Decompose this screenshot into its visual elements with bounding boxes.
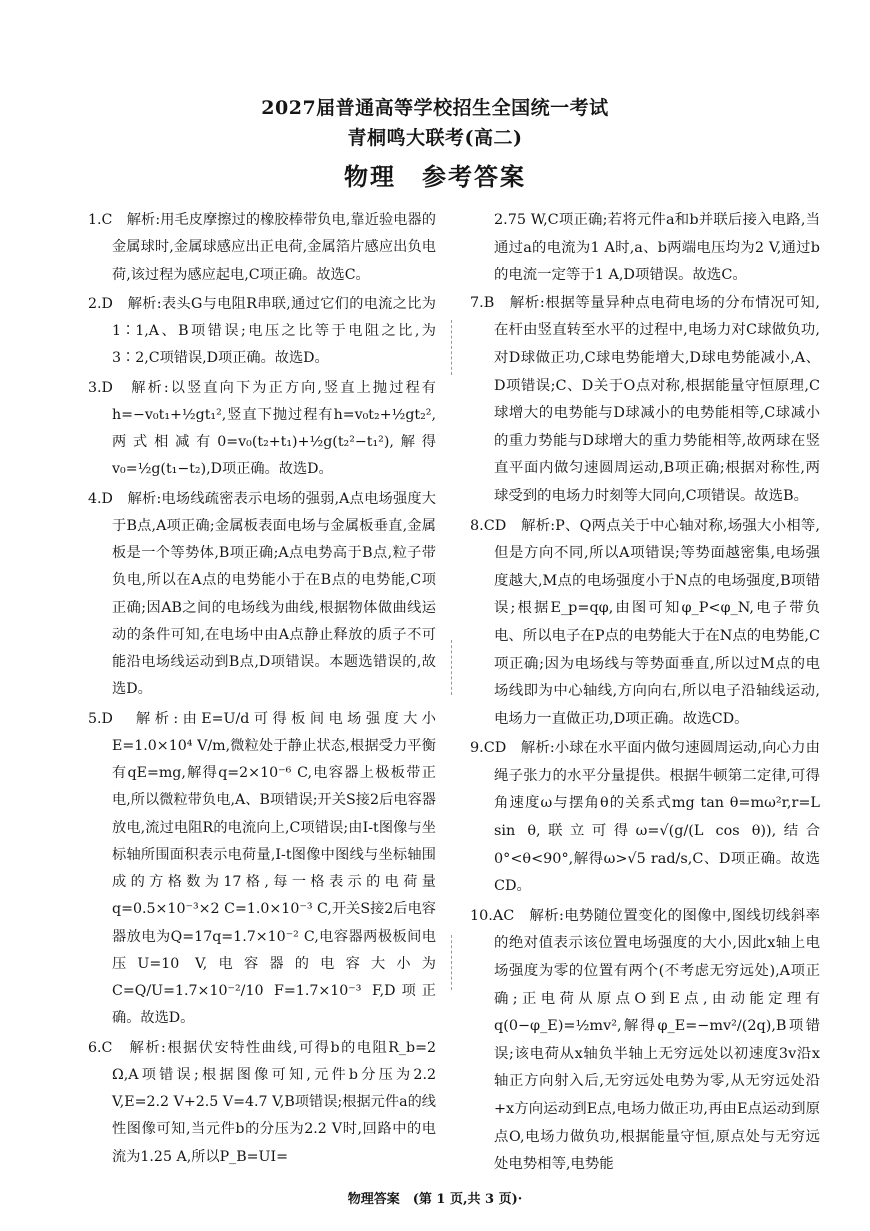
- column-separator: [451, 320, 452, 375]
- answer-2: 2.D 解析:表头G与电阻R串联,通过它们的电流之比为1∶1,A、B项错误;电压之比等于电阻之比,为3∶2,C项错误,D项正确。故选D。: [88, 295, 436, 367]
- answer-5: 5.D 解析:由E=U/d可得板间电场强度大小E=1.0×10⁴ V/m,微粒处于静止状态,根据受力平衡有qE=mg,解得q=2×10⁻⁶ C,电容器上极板带正电,所以微粒带负电,A、B项错误;开关S接2后电容器放电,流过电阻R的电流向上,C项错误;由I-t图像与坐标轴所围面积表示电荷量,I-t图像中图线与坐标轴围成的方格数为17格,每一格表示的电荷量q=0.5×10⁻³×2 C=1.0×10⁻³ C,开关S接2后电容器放电为Q=17q=1.7×10⁻² C,电容器两极板间电压U=10 V,电容器的电容大小为C=Q/U=1.7×10⁻²/10 F=1.7×10⁻³ F,D项正确。故选D。: [88, 710, 436, 1027]
- answer-8: 8.CD 解析:P、Q两点关于中心轴对称,场强大小相等,但是方向不同,所以A项错误;等势面越密集,电场强度越大,M点的电场强度小于N点的电场强度,B项错误;根据E_p=qφ,由图可知φ_P<φ_N,电子带负电、所以电子在P点的电势能大于在N点的电势能,C项正确;因为电场线与等势面垂直,所以过M点的电场线即为中心轴线,方向向右,所以电子沿轴线运动,电场力一直做正功,D项正确。故选CD。: [470, 517, 820, 727]
- document-heading: 物理 参考答案: [344, 162, 526, 191]
- answer-9: 9.CD 解析:小球在水平面内做匀速圆周运动,向心力由绳子张力的水平分量提供。根据牛顿第二定律,可得角速度ω与摆角θ的关系式mg tan θ=mω²r,r=L sin θ,联立可得ω=√(g/(L cos θ)),结合0°<θ<90°,解得ω>√5 rad/s,C、D项正确。故选CD。: [470, 740, 820, 895]
- left-column: [88, 207, 436, 1173]
- answer-1: 1.C 解析:用毛皮摩擦过的橡胶棒带负电,靠近验电器的金属球时,金属球感应出正电荷,金属箔片感应出负电荷,该过程为感应起电,C项正确。故选C。: [88, 212, 436, 283]
- exam-subtitle: 青桐鸣大联考(高二): [347, 127, 523, 149]
- page-footer: 物理答案 (第 1 页,共 3 页)·: [347, 1192, 523, 1207]
- exam-title: 2027届普通高等学校招生全国统一考试: [261, 97, 609, 119]
- answer-6: 6.C 解析:根据伏安特性曲线,可得b的电阻R_b=2 Ω,A项错误;根据图像可知,元件b分压为2.2 V,E=2.2 V+2.5 V=4.7 V,B项错误;根据元件a的线性图像可知,当元件b的分压为2.2 V时,回路中的电流为1.25 A,所以P_B=UI=: [88, 1039, 436, 1165]
- column-separator: [451, 935, 452, 990]
- answer-3: 3.D 解析:以竖直向下为正方向,竖直上抛过程有h=−v₀t₁+½gt₁²,竖直下抛过程有h=v₀t₂+½gt₂²,两式相减有0=v₀(t₂+t₁)+½g(t₂²−t₁²),解得v₀=½g(t₁−t₂),D项正确。故选D。: [88, 379, 436, 478]
- column-separator: [451, 640, 452, 695]
- answer-4: 4.D 解析:电场线疏密表示电场的强弱,A点电场强度大于B点,A项正确;金属板表面电场与金属板垂直,金属板是一个等势体,B项正确;A点电势高于B点,粒子带负电,所以在A点的电势能小于在B点的电势能,C项正确;因AB之间的电场线为曲线,根据物体做曲线运动的条件可知,在电场中由A点静止释放的质子不可能沿电场线运动到B点,D项错误。本题选错误的,故选D。: [88, 490, 436, 698]
- answer-6-continued: 2.75 W,C项正确;若将元件a和b并联后接入电路,当通过a的电流为1 A时,a、b两端电压均为2 V,通过b的电流一定等于1 A,D项错误。故选C。: [494, 212, 820, 284]
- answer-7: 7.B 解析:根据等量异种点电荷电场的分布情况可知,在杆由竖直转至水平的过程中,电场力对C球做负功,对D球做正功,C球电势能增大,D球电势能减小,A、D项错误;C、D关于O点对称,根据能量守恒原理,C球增大的电势能与D球减小的电势能相等,C球减小的重力势能与D球增大的重力势能相等,故两球在竖直平面内做匀速圆周运动,B项正确;根据对称性,两球受到的电场力时刻等大同向,C项错误。故选B。: [470, 294, 820, 504]
- answer-10: 10.AC 解析:电势随位置变化的图像中,图线切线斜率的绝对值表示该位置电场强度的大小,因此x轴上电场强度为零的位置有两个(不考虑无穷远处),A项正确;正电荷从原点O到E点,由动能定理有q(0−φ_E)=½mv²,解得φ_E=−mv²/(2q),B项错误;该电荷从x轴负半轴上无穷远处以初速度3v沿x轴正方向射入后,无穷远处电势为零,从无穷远处沿+x方向运动到E点,电场力做正功,再由E点运动到原点O,电场力做负功,根据能量守恒,原点处与无穷远处电势相等,电势能: [470, 907, 820, 1173]
- right-column: [470, 207, 820, 1181]
